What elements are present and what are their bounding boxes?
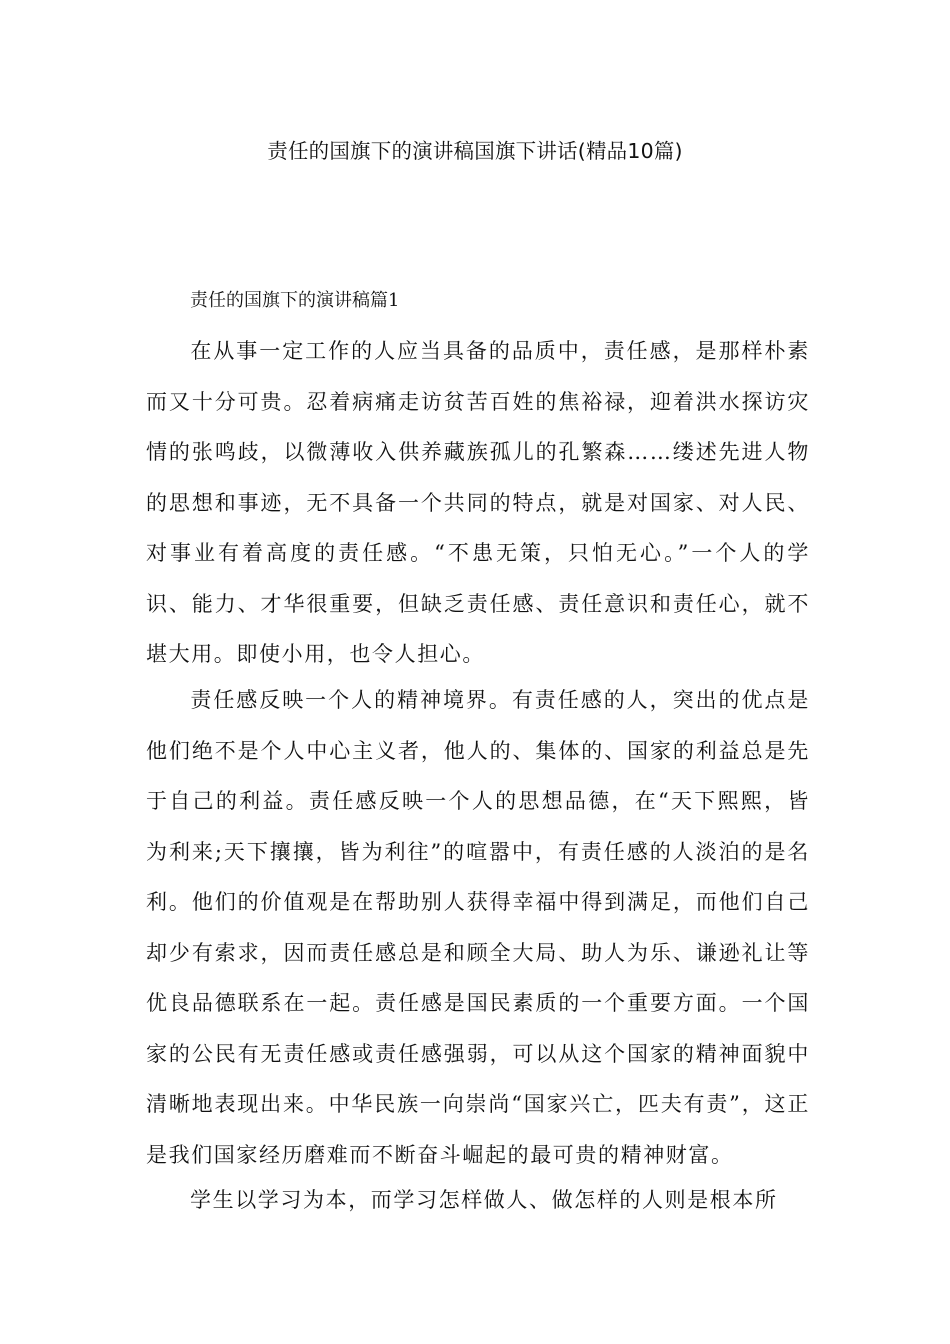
paragraph-3 <box>146 1175 810 1226</box>
document-title: 责任的国旗下的演讲稿国旗下讲话(精品10篇) <box>267 139 683 163</box>
paragraph-2 <box>146 675 810 1180</box>
paragraph-2-text: 责任感反映一个人的精神境界。有责任感的人，突出的优点是他们绝不是个人中心主义者，他人的、集体的、国家的利益总是先于自己的利益。责任感反映一个人的思想品德，在“天下熙熙，皆为利来;天下攘攘，皆为利往”的喧嚣中，有责任感的人淡泊的是名利。他们的价值观是在帮助别人获得幸福中得到满足，而他们自己却少有索求，因而责任感总是和顾全大局、助人为乐、谦逊礼让等优良品德联系在一起。责任感是国民素质的一个重要方面。一个国家的公民有无责任感或责任感强弱，可以从这个国家的精神面貌中清晰地表现出来。中华民族一向崇尚“国家兴亡，匹夫有责”，这正是我们国家经历磨难而不断奋斗崛起的最可贵的精神财富。 <box>146 688 810 1167</box>
paragraph-3-text: 学生以学习为本，而学习怎样做人、做怎样的人则是根本所 <box>190 1188 778 1212</box>
section-heading: 责任的国旗下的演讲稿篇1 <box>190 290 400 311</box>
paragraph-1-text: 在从事一定工作的人应当具备的品质中，责任感，是那样朴素而又十分可贵。忍着病痛走访贫苦百姓的焦裕禄，迎着洪水探访灾情的张鸣歧，以微薄收入供养藏族孤儿的孔繁森……缕述先进人物的思想和事迹，无不具备一个共同的特点，就是对国家、对人民、对事业有着高度的责任感。“不患无策，只怕无心。”一个人的学识、能力、才华很重要，但缺乏责任感、责任意识和责任心，就不堪大用。即使小用，也令人担心。 <box>146 339 810 666</box>
paragraph-1 <box>146 326 810 680</box>
